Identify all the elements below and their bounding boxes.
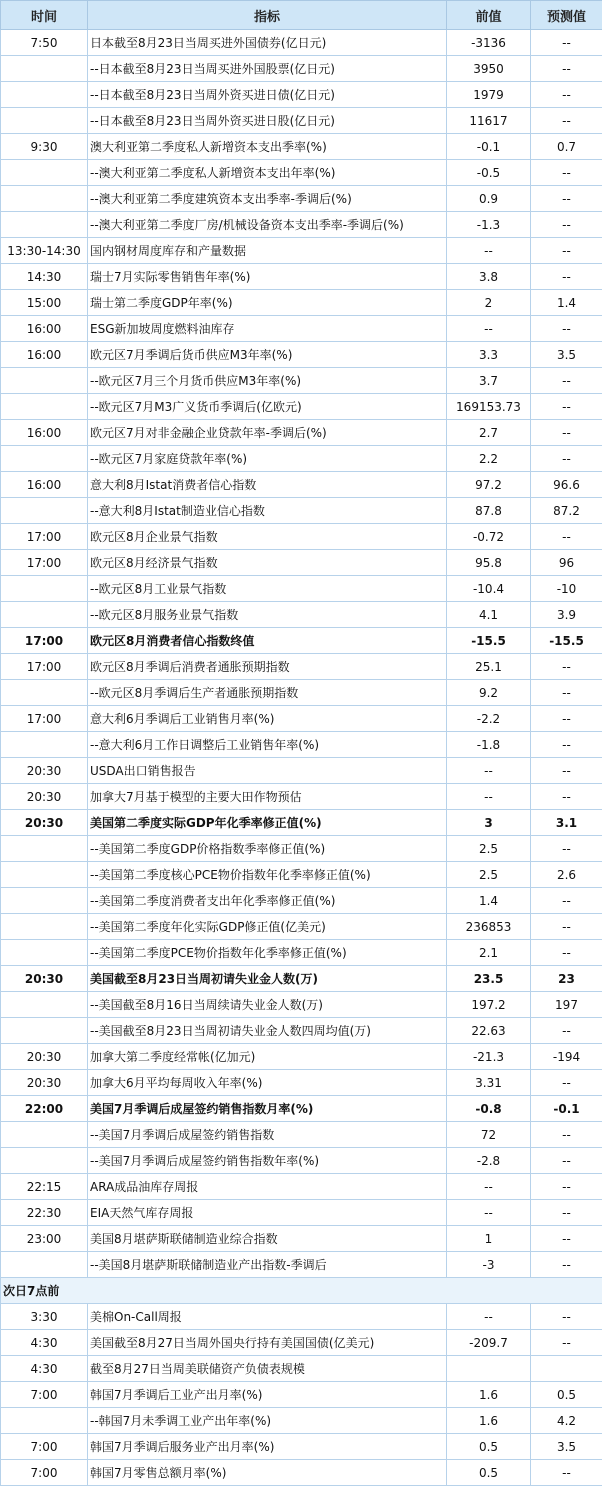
time-cell: 7:00 — [1, 1382, 88, 1408]
forecast-value-cell: 96 — [531, 550, 602, 576]
previous-value-cell: -10.4 — [447, 576, 531, 602]
table-row — [1, 212, 602, 238]
previous-value-cell: 2.5 — [447, 862, 531, 888]
table-row — [1, 628, 602, 654]
indicator-cell: 美国截至8月23日当周初请失业金人数(万) — [88, 966, 447, 992]
time-cell — [1, 1408, 88, 1434]
previous-value-cell: 22.63 — [447, 1018, 531, 1044]
indicator-cell: 欧元区8月消费者信心指数终值 — [88, 628, 447, 654]
forecast-value-cell: -- — [531, 368, 602, 394]
table-row — [1, 602, 602, 628]
previous-value-cell: -- — [447, 1304, 531, 1330]
forecast-value-cell: -- — [531, 1148, 602, 1174]
previous-value-cell: -21.3 — [447, 1044, 531, 1070]
indicator-cell: --美国8月堪萨斯联储制造业产出指数-季调后 — [88, 1252, 447, 1278]
time-cell — [1, 1148, 88, 1174]
table-row — [1, 836, 602, 862]
indicator-cell: 韩国7月季调后工业产出月率(%) — [88, 1382, 447, 1408]
previous-value-cell: 3.3 — [447, 342, 531, 368]
table-row — [1, 1044, 602, 1070]
table-row — [1, 1096, 602, 1122]
forecast-value-cell: -- — [531, 524, 602, 550]
forecast-value-cell: -- — [531, 732, 602, 758]
indicator-cell: 欧元区8月季调后消费者通胀预期指数 — [88, 654, 447, 680]
previous-value-cell: 9.2 — [447, 680, 531, 706]
table-row — [1, 108, 602, 134]
table-row — [1, 1122, 602, 1148]
previous-value-cell: 23.5 — [447, 966, 531, 992]
previous-value-cell: -- — [447, 1200, 531, 1226]
section-header-row — [1, 1278, 602, 1304]
indicator-cell: 欧元区7月对非金融企业贷款年率-季调后(%) — [88, 420, 447, 446]
previous-value-cell: -- — [447, 784, 531, 810]
table-row — [1, 576, 602, 602]
table-row — [1, 1148, 602, 1174]
time-cell — [1, 498, 88, 524]
time-cell: 22:30 — [1, 1200, 88, 1226]
previous-value-cell: 2 — [447, 290, 531, 316]
forecast-value-cell: -- — [531, 420, 602, 446]
forecast-value-cell: -- — [531, 1018, 602, 1044]
table-row — [1, 654, 602, 680]
time-cell: 14:30 — [1, 264, 88, 290]
previous-value-cell: -1.3 — [447, 212, 531, 238]
forecast-value-cell: -10 — [531, 576, 602, 602]
forecast-value-cell: -- — [531, 394, 602, 420]
forecast-value-cell: 3.1 — [531, 810, 602, 836]
time-cell — [1, 732, 88, 758]
previous-value-cell: 1.6 — [447, 1382, 531, 1408]
time-cell — [1, 160, 88, 186]
indicator-cell: --美国7月季调后成屋签约销售指数 — [88, 1122, 447, 1148]
time-cell: 20:30 — [1, 966, 88, 992]
previous-value-cell: 4.1 — [447, 602, 531, 628]
table-row — [1, 992, 602, 1018]
time-cell: 16:00 — [1, 420, 88, 446]
forecast-value-cell: -- — [531, 1070, 602, 1096]
table-row — [1, 394, 602, 420]
time-cell: 17:00 — [1, 550, 88, 576]
previous-value-cell: -- — [447, 758, 531, 784]
time-cell: 20:30 — [1, 810, 88, 836]
indicator-cell: --欧元区7月三个月货币供应M3年率(%) — [88, 368, 447, 394]
previous-value-cell: 3.7 — [447, 368, 531, 394]
table-row — [1, 368, 602, 394]
previous-value-cell: -0.1 — [447, 134, 531, 160]
time-cell: 20:30 — [1, 784, 88, 810]
forecast-value-cell: -194 — [531, 1044, 602, 1070]
forecast-value-cell: 3.9 — [531, 602, 602, 628]
indicator-cell: --意大利8月Istat制造业信心指数 — [88, 498, 447, 524]
previous-value-cell: 236853 — [447, 914, 531, 940]
previous-value-cell: -3 — [447, 1252, 531, 1278]
table-row — [1, 1070, 602, 1096]
time-cell: 17:00 — [1, 706, 88, 732]
indicator-cell: --美国截至8月23日当周初请失业金人数四周均值(万) — [88, 1018, 447, 1044]
indicator-cell: --澳大利亚第二季度厂房/机械设备资本支出季率-季调后(%) — [88, 212, 447, 238]
indicator-cell: 韩国7月零售总额月率(%) — [88, 1460, 447, 1486]
time-cell: 17:00 — [1, 524, 88, 550]
indicator-cell: 国内钢材周度库存和产量数据 — [88, 238, 447, 264]
indicator-cell: 瑞士第二季度GDP年率(%) — [88, 290, 447, 316]
forecast-value-cell: 96.6 — [531, 472, 602, 498]
forecast-value-cell: -- — [531, 836, 602, 862]
indicator-cell: 加拿大6月平均每周收入年率(%) — [88, 1070, 447, 1096]
indicator-cell: --欧元区7月家庭贷款年率(%) — [88, 446, 447, 472]
table-row — [1, 524, 602, 550]
indicator-cell: --日本截至8月23日当周外资买进日股(亿日元) — [88, 108, 447, 134]
forecast-value-cell: 23 — [531, 966, 602, 992]
previous-value-cell: -15.5 — [447, 628, 531, 654]
forecast-value-cell: -- — [531, 108, 602, 134]
time-cell — [1, 576, 88, 602]
table-row — [1, 1434, 602, 1460]
forecast-value-cell: -- — [531, 264, 602, 290]
indicator-cell: ARA成品油库存周报 — [88, 1174, 447, 1200]
indicator-cell: 日本截至8月23日当周买进外国债券(亿日元) — [88, 30, 447, 56]
table-row — [1, 56, 602, 82]
indicator-cell: ESG新加坡周度燃料油库存 — [88, 316, 447, 342]
table-row — [1, 160, 602, 186]
indicator-cell: 美国截至8月27日当周外国央行持有美国国债(亿美元) — [88, 1330, 447, 1356]
forecast-value-cell: -- — [531, 1460, 602, 1486]
time-cell: 13:30-14:30 — [1, 238, 88, 264]
table-row — [1, 706, 602, 732]
previous-value-cell: -- — [447, 238, 531, 264]
table-row — [1, 940, 602, 966]
previous-value-cell: 3 — [447, 810, 531, 836]
table-row — [1, 134, 602, 160]
previous-value-cell: 3.8 — [447, 264, 531, 290]
table-row — [1, 1304, 602, 1330]
table-row — [1, 238, 602, 264]
previous-value-cell: 1979 — [447, 82, 531, 108]
previous-value-cell: 0.5 — [447, 1460, 531, 1486]
table-row — [1, 758, 602, 784]
indicator-cell: --美国截至8月16日当周续请失业金人数(万) — [88, 992, 447, 1018]
previous-value-cell: 72 — [447, 1122, 531, 1148]
previous-value-cell: -0.5 — [447, 160, 531, 186]
previous-value-cell: 11617 — [447, 108, 531, 134]
previous-value-cell: 1 — [447, 1226, 531, 1252]
time-cell — [1, 368, 88, 394]
forecast-value-cell: -- — [531, 1252, 602, 1278]
forecast-value-cell: -- — [531, 30, 602, 56]
table-row — [1, 30, 602, 56]
forecast-value-cell: 4.2 — [531, 1408, 602, 1434]
time-cell: 15:00 — [1, 290, 88, 316]
table-body — [1, 30, 602, 1486]
time-cell: 16:00 — [1, 472, 88, 498]
forecast-value-cell: -- — [531, 1174, 602, 1200]
previous-value-cell: -209.7 — [447, 1330, 531, 1356]
table-row — [1, 550, 602, 576]
indicator-cell: --韩国7月未季调工业产出年率(%) — [88, 1408, 447, 1434]
forecast-value-cell: 2.6 — [531, 862, 602, 888]
time-cell — [1, 212, 88, 238]
previous-value-cell: 2.2 — [447, 446, 531, 472]
time-cell — [1, 1018, 88, 1044]
time-cell: 20:30 — [1, 1070, 88, 1096]
table-row — [1, 1330, 602, 1356]
previous-value-cell: 1.6 — [447, 1408, 531, 1434]
indicator-cell: --意大利6月工作日调整后工业销售年率(%) — [88, 732, 447, 758]
indicator-cell: USDA出口销售报告 — [88, 758, 447, 784]
previous-value-cell: 169153.73 — [447, 394, 531, 420]
previous-value-cell: -- — [447, 1174, 531, 1200]
previous-value-cell: 0.9 — [447, 186, 531, 212]
forecast-value-cell: -- — [531, 446, 602, 472]
time-cell: 23:00 — [1, 1226, 88, 1252]
indicator-cell: 加拿大第二季度经常帐(亿加元) — [88, 1044, 447, 1070]
table-row — [1, 784, 602, 810]
table-row — [1, 914, 602, 940]
previous-value-cell: -0.8 — [447, 1096, 531, 1122]
forecast-value-cell: 3.5 — [531, 342, 602, 368]
time-cell — [1, 602, 88, 628]
time-cell: 4:30 — [1, 1330, 88, 1356]
indicator-cell: 美国8月堪萨斯联储制造业综合指数 — [88, 1226, 447, 1252]
previous-value-cell: 2.1 — [447, 940, 531, 966]
table-row — [1, 732, 602, 758]
previous-value-cell: -- — [447, 316, 531, 342]
previous-value-cell: -1.8 — [447, 732, 531, 758]
forecast-value-cell: -- — [531, 680, 602, 706]
time-cell — [1, 888, 88, 914]
time-cell: 22:00 — [1, 1096, 88, 1122]
table-row — [1, 1018, 602, 1044]
indicator-cell: --美国第二季度年化实际GDP修正值(亿美元) — [88, 914, 447, 940]
indicator-cell: --澳大利亚第二季度建筑资本支出季率-季调后(%) — [88, 186, 447, 212]
time-cell: 16:00 — [1, 316, 88, 342]
indicator-cell: --欧元区8月服务业景气指数 — [88, 602, 447, 628]
forecast-value-cell: -0.1 — [531, 1096, 602, 1122]
indicator-cell: --日本截至8月23日当周买进外国股票(亿日元) — [88, 56, 447, 82]
previous-value-cell: 87.8 — [447, 498, 531, 524]
previous-value-cell: 95.8 — [447, 550, 531, 576]
table-row — [1, 316, 602, 342]
time-cell — [1, 680, 88, 706]
section-header-label: 次日7点前 — [1, 1278, 602, 1304]
previous-value-cell: -2.2 — [447, 706, 531, 732]
table-row — [1, 290, 602, 316]
indicator-cell: 瑞士7月实际零售销售年率(%) — [88, 264, 447, 290]
table-row — [1, 1460, 602, 1486]
table-row — [1, 1174, 602, 1200]
time-cell: 22:15 — [1, 1174, 88, 1200]
previous-value-cell: 197.2 — [447, 992, 531, 1018]
forecast-value-cell: -- — [531, 758, 602, 784]
previous-value-cell — [447, 1356, 531, 1382]
indicator-cell: 意大利6月季调后工业销售月率(%) — [88, 706, 447, 732]
time-cell — [1, 82, 88, 108]
forecast-value-cell: -- — [531, 914, 602, 940]
forecast-value-cell: -- — [531, 160, 602, 186]
time-cell — [1, 446, 88, 472]
forecast-value-cell: 0.7 — [531, 134, 602, 160]
indicator-cell: --澳大利亚第二季度私人新增资本支出年率(%) — [88, 160, 447, 186]
indicator-cell: 欧元区8月企业景气指数 — [88, 524, 447, 550]
forecast-value-cell: -- — [531, 1122, 602, 1148]
previous-value-cell: -3136 — [447, 30, 531, 56]
table-row — [1, 862, 602, 888]
forecast-value-cell: -15.5 — [531, 628, 602, 654]
indicator-cell: --欧元区8月季调后生产者通胀预期指数 — [88, 680, 447, 706]
time-cell: 20:30 — [1, 1044, 88, 1070]
forecast-value-cell: 3.5 — [531, 1434, 602, 1460]
forecast-value-cell: -- — [531, 186, 602, 212]
forecast-value-cell: -- — [531, 212, 602, 238]
indicator-cell: EIA天然气库存周报 — [88, 1200, 447, 1226]
time-cell: 9:30 — [1, 134, 88, 160]
table-row — [1, 1252, 602, 1278]
table-row — [1, 342, 602, 368]
forecast-value-cell: 1.4 — [531, 290, 602, 316]
time-cell: 4:30 — [1, 1356, 88, 1382]
table-row — [1, 186, 602, 212]
time-cell: 20:30 — [1, 758, 88, 784]
time-cell: 16:00 — [1, 342, 88, 368]
header-indicator: 指标 — [88, 1, 447, 30]
previous-value-cell: 3950 — [447, 56, 531, 82]
time-cell — [1, 1122, 88, 1148]
header-previous: 前值 — [447, 1, 531, 30]
table-row — [1, 472, 602, 498]
table-row — [1, 1200, 602, 1226]
table-row — [1, 1356, 602, 1382]
table-row — [1, 1382, 602, 1408]
forecast-value-cell: -- — [531, 238, 602, 264]
forecast-value-cell: -- — [531, 1330, 602, 1356]
forecast-value-cell: -- — [531, 888, 602, 914]
time-cell — [1, 836, 88, 862]
table-row — [1, 810, 602, 836]
table-row — [1, 498, 602, 524]
indicator-cell: 意大利8月Istat消费者信心指数 — [88, 472, 447, 498]
time-cell — [1, 940, 88, 966]
time-cell — [1, 56, 88, 82]
indicator-cell: 截至8月27日当周美联储资产负债表规模 — [88, 1356, 447, 1382]
indicator-cell: 加拿大7月基于模型的主要大田作物预估 — [88, 784, 447, 810]
forecast-value-cell: 197 — [531, 992, 602, 1018]
forecast-value-cell: -- — [531, 654, 602, 680]
forecast-value-cell: 87.2 — [531, 498, 602, 524]
forecast-value-cell: -- — [531, 1226, 602, 1252]
table-row — [1, 82, 602, 108]
forecast-value-cell: -- — [531, 1200, 602, 1226]
forecast-value-cell: -- — [531, 940, 602, 966]
forecast-value-cell: -- — [531, 784, 602, 810]
forecast-value-cell: -- — [531, 82, 602, 108]
indicator-cell: --美国第二季度核心PCE物价指数年化季率修正值(%) — [88, 862, 447, 888]
time-cell: 17:00 — [1, 654, 88, 680]
table-row — [1, 1408, 602, 1434]
time-cell — [1, 992, 88, 1018]
table-row — [1, 446, 602, 472]
time-cell — [1, 1252, 88, 1278]
indicator-cell: --美国第二季度PCE物价指数年化季率修正值(%) — [88, 940, 447, 966]
previous-value-cell: 3.31 — [447, 1070, 531, 1096]
table-row — [1, 966, 602, 992]
indicator-cell: --日本截至8月23日当周外资买进日债(亿日元) — [88, 82, 447, 108]
previous-value-cell: 25.1 — [447, 654, 531, 680]
header-time: 时间 — [1, 1, 88, 30]
indicator-cell: --美国第二季度消费者支出年化季率修正值(%) — [88, 888, 447, 914]
indicator-cell: --美国7月季调后成屋签约销售指数年率(%) — [88, 1148, 447, 1174]
time-cell: 7:50 — [1, 30, 88, 56]
time-cell: 3:30 — [1, 1304, 88, 1330]
time-cell: 7:00 — [1, 1460, 88, 1486]
indicator-cell: 韩国7月季调后服务业产出月率(%) — [88, 1434, 447, 1460]
forecast-value-cell: -- — [531, 316, 602, 342]
table-header-row — [1, 1, 602, 30]
previous-value-cell: 97.2 — [447, 472, 531, 498]
previous-value-cell: 1.4 — [447, 888, 531, 914]
previous-value-cell: -0.72 — [447, 524, 531, 550]
time-cell — [1, 862, 88, 888]
table-row — [1, 264, 602, 290]
previous-value-cell: 2.7 — [447, 420, 531, 446]
header-forecast: 预测值 — [531, 1, 602, 30]
forecast-value-cell: -- — [531, 1304, 602, 1330]
table-row — [1, 420, 602, 446]
table-row — [1, 1226, 602, 1252]
time-cell — [1, 394, 88, 420]
indicator-cell: --欧元区7月M3广义货币季调后(亿欧元) — [88, 394, 447, 420]
previous-value-cell: 2.5 — [447, 836, 531, 862]
indicator-cell: --欧元区8月工业景气指数 — [88, 576, 447, 602]
table-row — [1, 888, 602, 914]
forecast-value-cell: -- — [531, 56, 602, 82]
time-cell — [1, 186, 88, 212]
forecast-value-cell: 0.5 — [531, 1382, 602, 1408]
time-cell — [1, 108, 88, 134]
table-row — [1, 680, 602, 706]
indicator-cell: 欧元区7月季调后货币供应M3年率(%) — [88, 342, 447, 368]
previous-value-cell: -2.8 — [447, 1148, 531, 1174]
indicator-cell: 美棉On-Call周报 — [88, 1304, 447, 1330]
previous-value-cell: 0.5 — [447, 1434, 531, 1460]
indicator-cell: 美国7月季调后成屋签约销售指数月率(%) — [88, 1096, 447, 1122]
forecast-value-cell — [531, 1356, 602, 1382]
time-cell: 7:00 — [1, 1434, 88, 1460]
indicator-cell: 澳大利亚第二季度私人新增资本支出季率(%) — [88, 134, 447, 160]
forecast-value-cell: -- — [531, 706, 602, 732]
time-cell: 17:00 — [1, 628, 88, 654]
indicator-cell: --美国第二季度GDP价格指数季率修正值(%) — [88, 836, 447, 862]
indicator-cell: 欧元区8月经济景气指数 — [88, 550, 447, 576]
indicator-cell: 美国第二季度实际GDP年化季率修正值(%) — [88, 810, 447, 836]
time-cell — [1, 914, 88, 940]
